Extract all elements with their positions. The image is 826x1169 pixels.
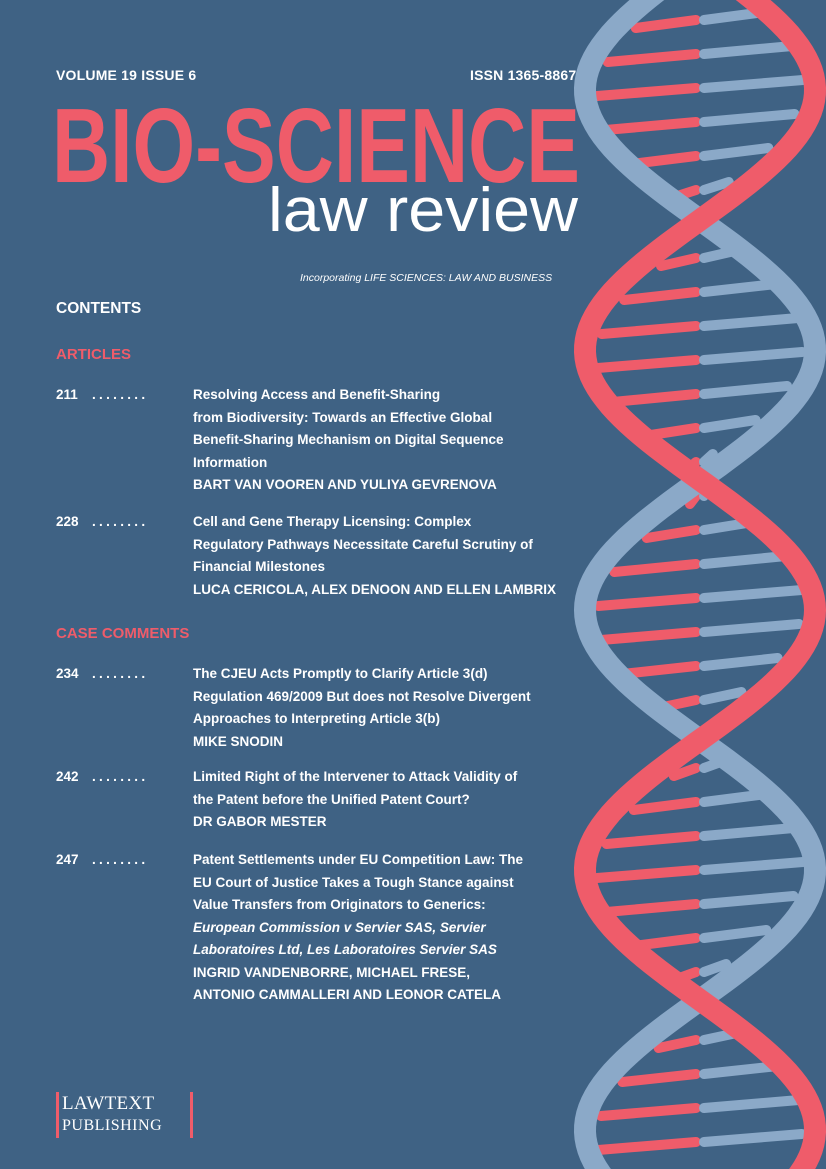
helix-rung-blue [704,386,787,394]
logo-rule-right [190,1092,193,1138]
toc-authors: INGRID VANDENBORRE, MICHAEL FRESE, [193,964,471,980]
helix-rung-red [622,1074,696,1082]
helix-rung-blue [704,114,795,122]
toc-entry-body [193,766,578,834]
helix-rung-blue [704,80,803,88]
toc-entry-body [193,384,578,497]
case-comments-heading: CASE COMMENTS [56,625,190,642]
toc-title-line: Regulation 469/2009 But does not Resolve Divergent [193,688,531,704]
helix-rung-red [608,54,696,62]
helix-rung-red [598,1142,696,1150]
helix-rung-red [622,666,696,674]
helix-rung-red [597,870,696,878]
toc-leader-dots: ........ [92,666,149,681]
tagline: Incorporating LIFE SCIENCES: LAW AND BUSINESS [300,272,553,284]
toc-title-line: The CJEU Acts Promptly to Clarify Article 3(d) [193,666,488,681]
helix-rung-blue [704,930,766,938]
helix-rung-red [598,360,696,368]
toc-entry-body [193,849,578,1007]
toc-page-number: 242 [56,769,79,784]
volume-issue: VOLUME 19 ISSUE 6 [56,67,197,83]
helix-strand-red [585,0,815,1169]
toc-title-line: Benefit-Sharing Mechanism on Digital Sequence [193,432,504,447]
helix-rung-red [597,88,696,96]
helix-rung-red [607,836,696,844]
helix-rung-red [624,292,696,300]
toc-entry-body [193,511,578,601]
toc-title-line: Value Transfers from Originators to Generics: [193,897,486,912]
publisher-logo [56,1092,196,1142]
helix-rung-blue [704,590,802,598]
toc-case-name-line: Laboratoires Ltd, Les Laboratoires Servier SAS [193,942,497,957]
toc-entry-body [193,663,578,753]
toc-authors: ANTONIO CAMMALLERI AND LEONOR CATELA [193,987,501,1002]
toc-leader-dots: ........ [92,769,149,784]
toc-title-line: Regulatory Pathways Necessitate Careful Scrutiny of [193,536,533,552]
toc-title-line: Patent Settlements under EU Competition Law: The [193,852,524,867]
helix-rung-red [614,564,696,572]
toc-authors: LUCA CERICOLA, ALEX DENOON AND ELLEN LAMBRIX [193,581,556,597]
issn: ISSN 1365-8867 [470,67,577,83]
helix-rung-red [647,530,696,538]
toc-page-number: 228 [56,514,79,529]
logo-line-1: LAWTEXT [62,1093,155,1114]
toc-leader-dots: ........ [92,852,149,867]
toc-leader-dots: ........ [92,514,149,529]
helix-rung-blue [704,46,792,54]
toc-case-name-line: European Commission v Servier SAS, Servier [193,919,486,935]
helix-rung-blue [704,658,778,666]
helix-rung-red [607,904,696,912]
helix-rung-red [601,1108,696,1116]
toc-title-line: the Patent before the Unified Patent Court? [193,791,470,807]
contents-heading: CONTENTS [56,300,142,317]
helix-rung-red [634,802,696,810]
helix-rung-blue [704,420,756,428]
toc-page-number: 247 [56,852,79,867]
helix-rung-blue [704,828,793,836]
helix-rung-blue [704,318,798,326]
helix-rung-blue [704,1134,802,1142]
helix-rung-red [605,122,696,130]
helix-rung-blue [704,148,768,156]
helix-rung-blue [704,624,799,632]
toc-page-number: 234 [56,666,79,681]
toc-title-line: Limited Right of the Intervener to Attack Validity of [193,769,518,784]
toc-title-line: EU Court of Justice Takes a Tough Stance against [193,874,514,890]
helix-rung-red [598,598,696,606]
masthead-title-sub: law review [268,176,579,245]
journal-masthead [52,96,592,256]
toc-title-line: Resolving Access and Benefit-Sharing [193,387,441,402]
toc-title-line: Cell and Gene Therapy Licensing: Complex [193,514,472,529]
helix-rung-blue [704,1066,778,1074]
toc-leader-dots: ........ [92,387,149,402]
toc-authors: MIKE SNODIN [193,733,284,749]
toc-title-line: from Biodiversity: Towards an Effective Global [193,409,493,425]
helix-rung-blue [704,862,803,870]
toc-title-line: Information [193,454,268,470]
helix-rung-red [602,326,696,334]
logo-line-2: PUBLISHING [62,1117,163,1134]
helix-rung-red [601,632,696,640]
logo-rule-left [56,1092,59,1138]
helix-rung-blue [704,556,786,564]
helix-rung-red [613,394,696,402]
helix-rungs [597,12,803,1150]
dna-helix-illustration [560,0,826,1169]
helix-rung-blue [704,1100,799,1108]
helix-rung-blue [704,352,802,360]
toc-title-line: Financial Milestones [193,559,326,574]
helix-rung-blue [704,896,793,904]
helix-rung-blue [704,284,776,292]
articles-heading: ARTICLES [56,346,131,363]
helix-rung-red [636,20,696,28]
toc-page-number: 211 [56,387,78,402]
toc-title-line: Approaches to Interpreting Article 3(b) [193,711,441,726]
masthead-title-main: BIO-SCIENCE [52,96,580,205]
helix-rung-red [659,1040,696,1048]
helix-rung-blue [704,692,741,700]
helix-rung-red [661,258,696,266]
toc-authors: DR GABOR MESTER [193,814,327,829]
toc-authors: BART VAN VOOREN AND YULIYA GEVRENOVA [193,477,497,492]
